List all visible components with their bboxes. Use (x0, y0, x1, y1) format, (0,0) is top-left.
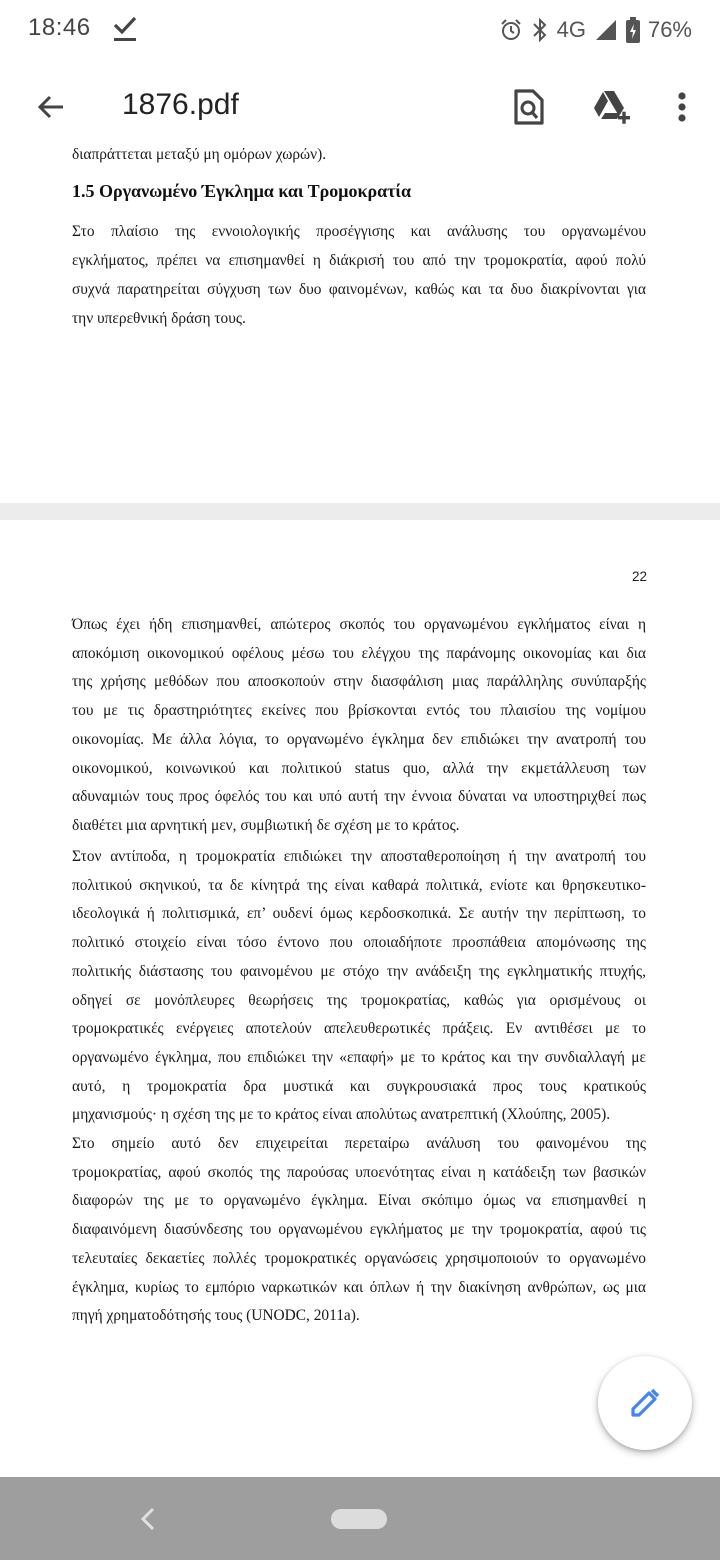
document-title: 1876.pdf (122, 88, 239, 121)
paragraph (72, 843, 646, 1130)
download-done-icon (112, 14, 138, 44)
text-line: αδυναμιών τους προς όφελός του και υπό αυτή την έννοια δύναται να υποστηριχθεί πως (72, 788, 646, 806)
pdf-viewer[interactable] (0, 146, 720, 1477)
paragraph (72, 611, 646, 841)
status-bar (0, 0, 720, 60)
back-button[interactable] (26, 82, 76, 132)
pdf-page (0, 137, 720, 503)
text-line: οικονομικού, κοινωνικού και πολιτικού status quo, αλλά την εκμετάλλευση των (72, 759, 646, 777)
text-line: μηχανισμούς· η σχέση της με το κράτος είναι απολύτως ανατρεπτική (Χλούπης, 2005). (72, 1106, 611, 1124)
status-indicators (499, 14, 692, 46)
text-line: Στο πλαίσιο της εννοιολογικής προσέγγισης και ανάλυσης του οργανωμένου (72, 223, 646, 240)
text-line: οργανωμένο έγκλημα, που επιδιώκει την «επαφή» με το κράτος και την συνδιαλλαγή με (72, 1048, 646, 1066)
find-in-document-button[interactable] (505, 82, 553, 132)
system-nav-bar (0, 1477, 720, 1560)
text-line: πολιτικού σκηνικού, τα δε κίνητρά της είναι καθαρά πολιτικά, ενίοτε και θρησκευτικο- (72, 876, 646, 894)
home-pill-button[interactable] (331, 1509, 387, 1529)
find-in-document-icon (513, 88, 545, 126)
more-options-button[interactable] (660, 82, 704, 132)
text-line: την υπερεθνική δράση τους. (72, 310, 246, 327)
battery-level: 76% (647, 17, 692, 42)
text-line: της χρήσης μεθόδων που αποσκοπούν στην διασφάλιση μιας παράλληλης συνύπαρξής (72, 673, 646, 691)
text-line: πολιτικό στοιχείο είναι τόσο έντονο που οποιαδήποτε προσπάθεια απομόνωσης της (72, 934, 646, 952)
text-line: διαφορών της με το οργανωμένο έγκλημα. Είναι σκόπιμο όμως να επισημανθεί η (72, 1192, 646, 1210)
edit-pencil-icon (627, 1385, 663, 1421)
text-line: τελευταίες δεκαετίες πολλές τρομοκρατικές οργανώσεις χρησιμοποιούν το οργανωμένο (72, 1249, 646, 1267)
status-time: 18:46 (28, 14, 91, 41)
text-line: εγκλήματος, πρέπει να επισημανθεί η διάκρισή του από την τρομοκρατία, αφού πολύ (72, 252, 646, 269)
text-line: έγκλημα, κυρίως το εμπόριο ναρκωτικών και όπλων ή την διακίνηση ανθρώπων, ως μια (72, 1278, 646, 1296)
battery-charging-icon (626, 17, 640, 43)
paragraph (72, 1130, 646, 1331)
text-line: αποκόμιση οικονομικού οφέλους μέσω του ελέγχου της παράνομης οικονομίας και δια (72, 644, 646, 662)
text-line: Όπως έχει ήδη επισημανθεί, απώτερος σκοπός του οργανωμένου εγκλήματος είναι η (72, 616, 646, 633)
text-line: Στο σημείο αυτό δεν επιχειρείται περεταίρω ανάλυση του φαινομένου της (72, 1135, 646, 1152)
signal-icon (594, 18, 618, 42)
text-line: ιδεολογικά ή πολιτισμικά, επ’ ουδενί όμως κερδοσκοπικά. Σε αυτήν την περίπτωση, το (72, 905, 646, 923)
add-to-drive-icon (592, 89, 632, 125)
text-line: πηγή χρηματοδότησής τους (UNODC, 2011a). (72, 1307, 360, 1325)
add-to-drive-button[interactable] (586, 82, 638, 132)
text-line: του με τις δραστηριότητες εκείνες που βρίσκονται εντός του πλαισίου της νομίμου (72, 702, 646, 720)
text-line: διαφαινόμενη διασύνδεσης του οργανωμένου εγκλήματος με την τρομοκρατία, αφού τις (72, 1221, 646, 1239)
edit-fab-button[interactable] (598, 1356, 692, 1450)
text-line: οικονομίας. Με άλλα λόγια, το οργανωμένο έγκλημα δεν επιδιώκει την ανατροπή του (72, 730, 646, 748)
section-heading: 1.5 Οργανωμένο Έγκλημα και Τρομοκρατία (72, 181, 412, 201)
text-line: οδηγεί σε μονόπλευρες θεωρήσεις της τρομοκρατίας, καθώς για ορισμένους οι (72, 991, 646, 1009)
network-type: 4G (556, 17, 586, 42)
bluetooth-icon (531, 17, 549, 43)
text-line: τρομοκρατίας, αφού σκοπός της παρούσας υποενότητας είναι η κατάδειξη των βασικών (72, 1163, 646, 1181)
cut-off-line: διαπράττεται μεταξύ μη ομόρων χωρών). (72, 146, 327, 163)
text-line: αυτό, η τρομοκρατία δρα μυστικά και συγκρουσιακά προς τους κρατικούς (72, 1077, 646, 1095)
nav-back-button[interactable] (128, 1499, 168, 1539)
page-number: 22 (632, 569, 648, 584)
back-arrow-icon (35, 91, 67, 123)
text-line: συχνά παρατηρείται σύγχυση των δυο φαινομένων, καθώς και τα δυο διακρίνονται για (72, 281, 646, 298)
alarm-icon (499, 18, 523, 42)
nav-back-icon (139, 1507, 157, 1531)
text-line: Στον αντίποδα, η τρομοκρατία επιδιώκει την αποσταθεροποίηση ή την ανατροπή του (72, 848, 646, 865)
more-vert-icon (677, 91, 687, 123)
text-line: πολιτικής διάστασης του φαινομένου με στόχο την ανάδειξη της εγκληματικής πτυχής, (72, 962, 646, 980)
text-line: τρομοκρατικές ενέργειες αποτελούν απελευθερωτικές πράξεις. Εν αντιθέσει με το (72, 1020, 646, 1038)
text-line: διαθέτει μια αρνητική μεν, συμβιωτική δε σχέση με το κράτος. (72, 816, 460, 834)
paragraph (72, 217, 646, 333)
